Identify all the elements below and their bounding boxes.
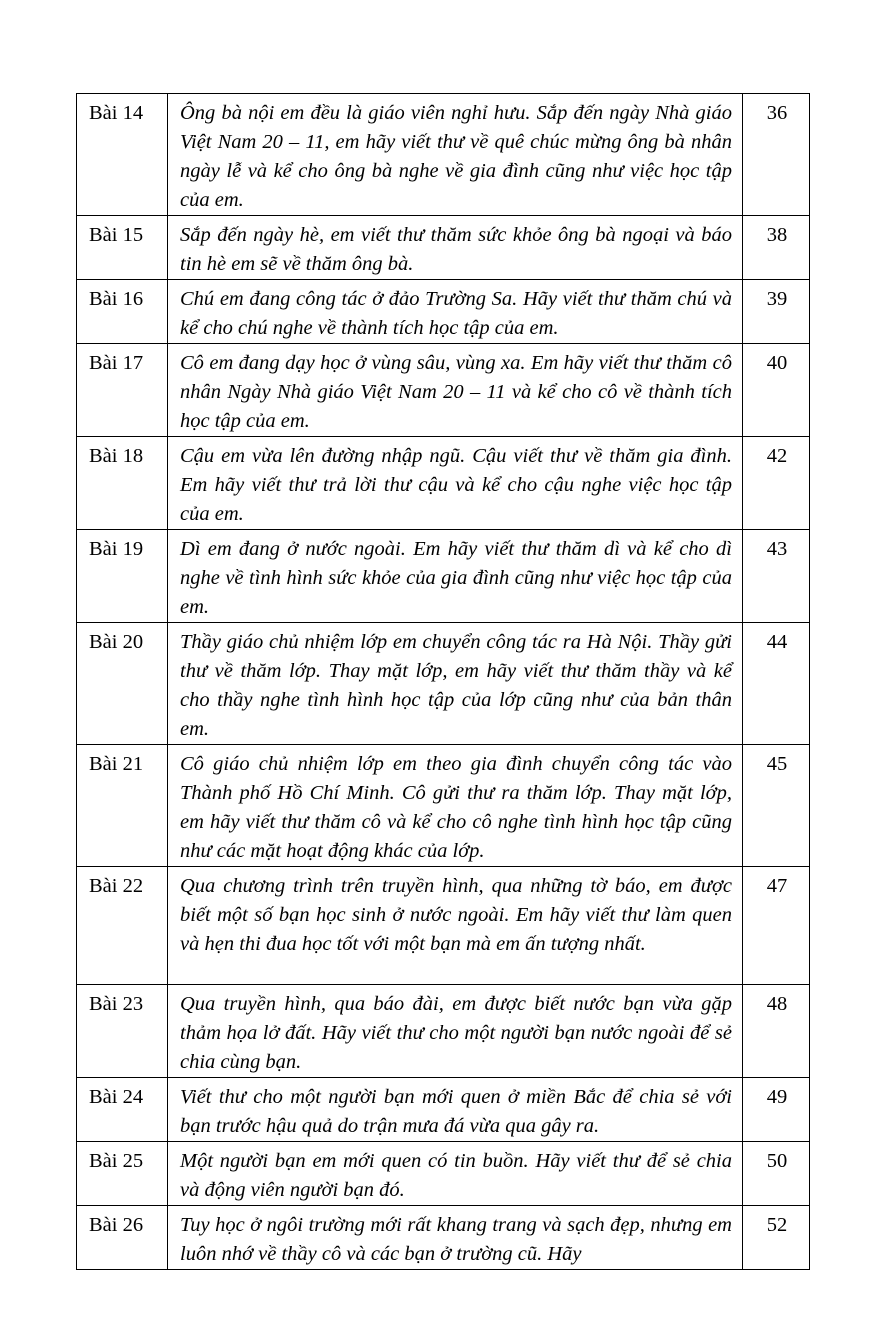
table-row	[77, 1206, 810, 1270]
table-row	[77, 1142, 810, 1206]
table-row	[77, 745, 810, 867]
page-number: 44	[743, 623, 810, 745]
page-number: 52	[743, 1206, 810, 1270]
lesson-description: Cậu em vừa lên đường nhập ngũ. Cậu viết thư về thăm gia đình. Em hãy viết thư trả lời thư cậu và kể cho cậu nghe việc học tập của em.	[168, 437, 743, 530]
page-number: 48	[743, 985, 810, 1078]
lesson-number: Bài 25	[77, 1142, 168, 1206]
lesson-description: Cô em đang dạy học ở vùng sâu, vùng xa. Em hãy viết thư thăm cô nhân Ngày Nhà giáo Việt Nam 20 – 11 và kể cho cô về thành tích học tập của em.	[168, 344, 743, 437]
lesson-description: Thầy giáo chủ nhiệm lớp em chuyển công tác ra Hà Nội. Thầy gửi thư về thăm lớp. Thay mặt lớp, em hãy viết thư thăm thầy và kể cho thầy nghe tình hình học tập của lớp cũng như của bản thân em.	[168, 623, 743, 745]
lesson-description: Một người bạn em mới quen có tin buồn. Hãy viết thư để sẻ chia và động viên người bạn đó.	[168, 1142, 743, 1206]
lesson-number: Bài 26	[77, 1206, 168, 1270]
lesson-number: Bài 24	[77, 1078, 168, 1142]
page-number: 43	[743, 530, 810, 623]
lesson-description: Tuy học ở ngôi trường mới rất khang trang và sạch đẹp, nhưng em luôn nhớ về thầy cô và các bạn ở trường cũ. Hãy	[168, 1206, 743, 1270]
lesson-number: Bài 23	[77, 985, 168, 1078]
lesson-number: Bài 14	[77, 94, 168, 216]
lesson-number: Bài 21	[77, 745, 168, 867]
lesson-number: Bài 20	[77, 623, 168, 745]
lesson-number: Bài 17	[77, 344, 168, 437]
page-number: 45	[743, 745, 810, 867]
table-row	[77, 867, 810, 985]
lesson-number: Bài 18	[77, 437, 168, 530]
page-number: 47	[743, 867, 810, 985]
lesson-number: Bài 16	[77, 280, 168, 344]
lesson-description: Qua chương trình trên truyền hình, qua những tờ báo, em được biết một số bạn học sinh ở nước ngoài. Em hãy viết thư làm quen và hẹn thi đua học tốt với một bạn mà em ấn tượng nhất.	[168, 867, 743, 985]
page-number: 38	[743, 216, 810, 280]
lesson-number: Bài 15	[77, 216, 168, 280]
table-row	[77, 1078, 810, 1142]
table-row	[77, 623, 810, 745]
lesson-description: Sắp đến ngày hè, em viết thư thăm sức khỏe ông bà ngoại và báo tin hè em sẽ về thăm ông bà.	[168, 216, 743, 280]
lesson-description: Dì em đang ở nước ngoài. Em hãy viết thư thăm dì và kể cho dì nghe về tình hình sức khỏe của gia đình cũng như việc học tập của em.	[168, 530, 743, 623]
table-row	[77, 94, 810, 216]
page-number: 39	[743, 280, 810, 344]
page-number: 49	[743, 1078, 810, 1142]
page-number: 36	[743, 94, 810, 216]
lesson-description: Ông bà nội em đều là giáo viên nghỉ hưu. Sắp đến ngày Nhà giáo Việt Nam 20 – 11, em hãy viết thư về quê chúc mừng ông bà nhân ngày lễ và kể cho ông bà nghe về gia đình cũng như việc học tập của em.	[168, 94, 743, 216]
lesson-description: Qua truyền hình, qua báo đài, em được biết nước bạn vừa gặp thảm họa lở đất. Hãy viết thư cho một người bạn nước ngoài để sẻ chia cùng bạn.	[168, 985, 743, 1078]
lesson-description: Chú em đang công tác ở đảo Trường Sa. Hãy viết thư thăm chú và kể cho chú nghe về thành tích học tập của em.	[168, 280, 743, 344]
table-row	[77, 344, 810, 437]
table-row	[77, 216, 810, 280]
lesson-number: Bài 19	[77, 530, 168, 623]
lesson-number: Bài 22	[77, 867, 168, 985]
table-row	[77, 530, 810, 623]
lesson-description: Viết thư cho một người bạn mới quen ở miền Bắc để chia sẻ với bạn trước hậu quả do trận mưa đá vừa qua gây ra.	[168, 1078, 743, 1142]
page-number: 42	[743, 437, 810, 530]
table-row	[77, 437, 810, 530]
table-row	[77, 280, 810, 344]
lesson-description: Cô giáo chủ nhiệm lớp em theo gia đình chuyển công tác vào Thành phố Hồ Chí Minh. Cô gửi thư ra thăm lớp. Thay mặt lớp, em hãy viết thư thăm cô và kể cho cô nghe tình hình học tập cũng như các mặt hoạt động khác của lớp.	[168, 745, 743, 867]
table-row	[77, 985, 810, 1078]
table-of-contents	[76, 93, 810, 1270]
page-number: 50	[743, 1142, 810, 1206]
page-number: 40	[743, 344, 810, 437]
